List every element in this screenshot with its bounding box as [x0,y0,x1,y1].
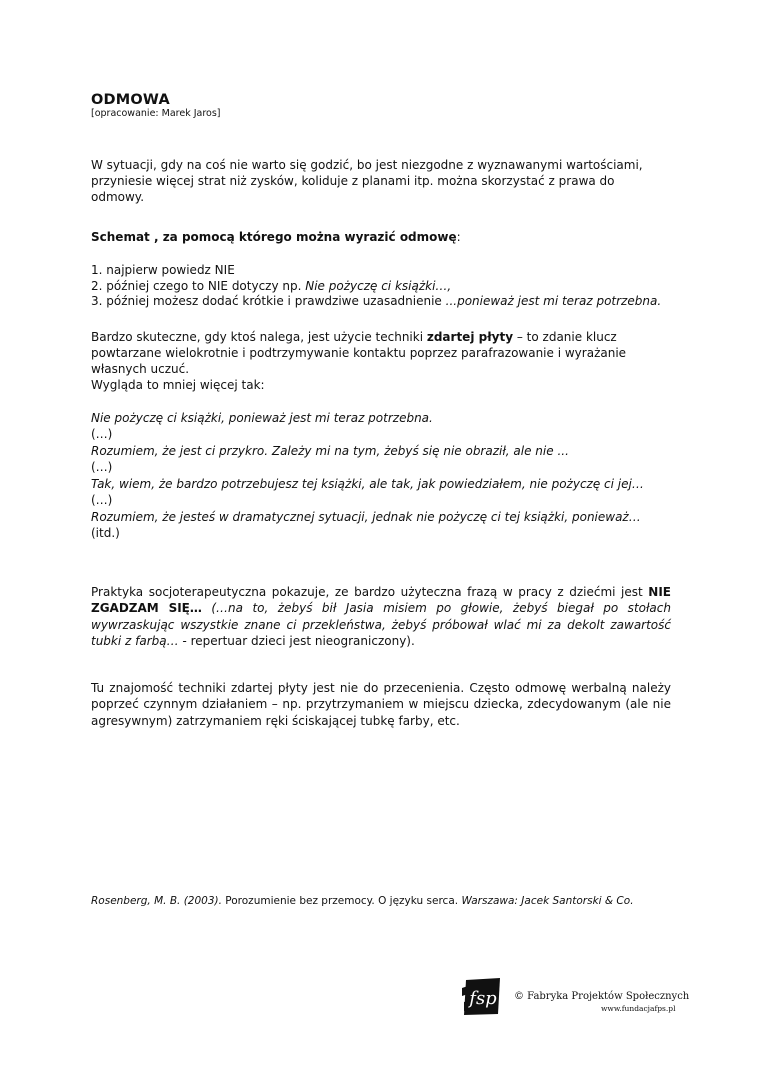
dialog-text: (…) [91,427,113,441]
footer [462,972,692,1022]
dialog-suffix: (itd.) [91,526,120,540]
closing-paragraph: Tu znajomość techniki zdartej płyty jest nie do przecenienia. Często odmowę werbalną należy poprzeć czynnym działaniem – np. przytrzymaniem w miejscu dziecka, zdecydowanym (ale nie agresywnym) zatrzymaniem ręki ściskającej tubkę farby, etc. [91,680,671,728]
schema-heading [91,229,671,245]
dialog-example [91,410,671,542]
dialog-text: Rozumiem, że jest ci przykro. Zależy mi na tym, żebyś się nie obraził, ale nie ... [91,443,569,458]
website-link[interactable]: www.fundacjafps.pl [601,1004,676,1013]
dialog-line [91,410,671,427]
step-item [91,279,671,295]
step-text: 1. najpierw powiedz NIE [91,263,235,277]
dialog-line [91,459,671,476]
dialog-line [91,476,671,493]
step-item [91,263,671,279]
technique-paragraph [91,329,671,393]
bibliography-reference [91,895,634,907]
dialog-line [91,426,671,443]
step-example: Nie pożyczę ci książki…, [305,278,452,293]
technique-text: – to zdanie klucz powtarzane wielokrotnie i podtrzymywanie kontaktu poprzez parafrazowanie i wyrażanie własnych uczuć. [91,329,627,376]
dialog-text: Rozumiem, że jesteś w dramatycznej sytuacji, jednak nie pożyczę ci tej książki, ponieważ… [91,509,641,524]
technique-text: Wygląda to mniej więcej tak: [91,377,265,392]
technique-name: zdartej płyty [426,329,514,344]
schema-heading-colon: : [456,230,461,244]
step-text: 3. później możesz dodać krótkie i prawdziwe uzasadnienie [91,294,446,308]
dialog-text: (…) [91,493,113,507]
technique-text: Bardzo skuteczne, gdy ktoś nalega, jest użycie techniki [91,329,427,344]
dialog-line [91,492,671,509]
document-title: ODMOWA [91,92,170,108]
document-author: [opracowanie: Marek Jaros] [91,108,221,119]
practice-examples: (…na to, żebyś bił Jasia misiem po głowie, żebyś biegał po stołach wywrzaskując wszystkie znane ci przekleństwa, żebyś próbował wlać mi za dekolt zawartość tubki z farbą… - [91,601,671,648]
dialog-text: Tak, wiem, że bardzo potrzebujesz tej książki, ale tak, jak powiedziałem, nie pożyczę ci jej… [91,476,644,491]
practice-text: Praktyka socjoterapeutyczna pokazuje, ze bardzo użyteczna frazą w pracy z dziećmi jest [91,584,649,599]
practice-phrase: NIE ZGADZAM SIĘ… [91,584,671,615]
reference-title: Porozumienie bez przemocy. O języku serca. [221,895,462,907]
document-body [91,92,671,729]
reference-publisher: Warszawa: Jacek Santorski & Co. [461,895,634,907]
practice-text: repertuar dzieci jest nieograniczony). [186,634,415,648]
step-item [91,294,671,310]
fps-logo-icon [462,978,502,1016]
dialog-line [91,509,671,542]
logo-text: fsp [469,988,497,1009]
step-example: ...ponieważ jest mi teraz potrzebna. [445,294,662,308]
reference-author: Rosenberg, M. B. (2003). [91,895,222,907]
intro-paragraph: W sytuacji, gdy na coś nie warto się godzić, bo jest niezgodne z wyznawanymi wartościami, przyniesie więcej strat niż zysków, koliduje z planami itp. można skorzystać z prawa do odmowy. [91,158,643,204]
dialog-text: Nie pożyczę ci książki, ponieważ jest mi teraz potrzebna. [91,410,433,425]
steps-list [91,263,671,310]
dialog-line [91,443,671,460]
dialog-text: (…) [91,460,113,474]
step-text: 2. później czego to NIE dotyczy np. [91,278,306,293]
copyright-text: © Fabryka Projektów Społecznych [514,991,690,1002]
schema-heading-text: Schemat , za pomocą którego można wyrazić odmowę [91,230,457,244]
practice-paragraph [91,584,671,650]
